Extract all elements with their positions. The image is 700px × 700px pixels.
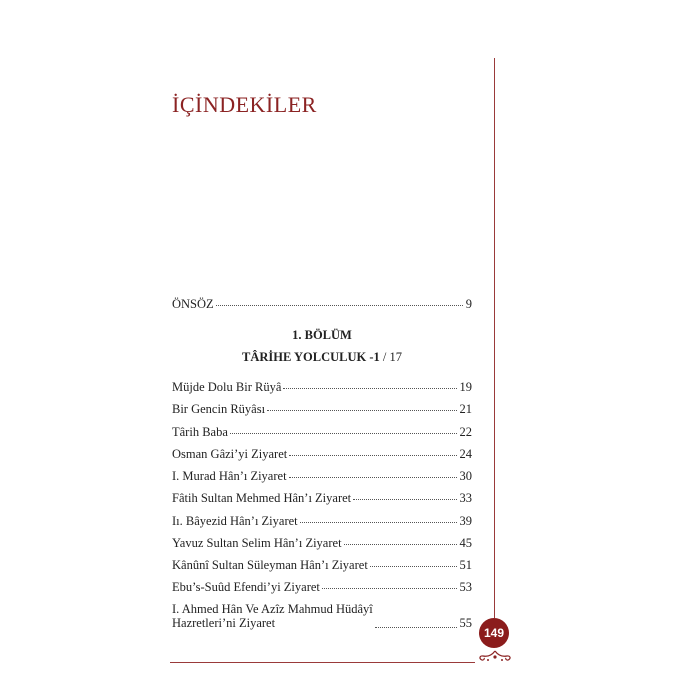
toc-entry-label: Kânûnî Sultan Süleyman Hân’ı Ziyaret [172, 558, 368, 572]
toc-entry-label: Târih Baba [172, 425, 228, 439]
part-title [172, 350, 472, 365]
vertical-rule [494, 58, 495, 618]
toc-entry[interactable] [172, 514, 472, 528]
toc-entry-page: 9 [465, 297, 472, 311]
toc-entry-page: 30 [459, 469, 472, 483]
ornament-icon [476, 648, 514, 664]
toc-entry-label: Ebu’s-Suûd Efendi’yi Ziyaret [172, 580, 320, 594]
toc-entry-label: Osman Gâzi’yi Ziyaret [172, 447, 288, 461]
dot-leader [353, 489, 456, 500]
dot-leader [216, 295, 463, 306]
toc-entry[interactable] [172, 447, 472, 461]
toc-entry-page: 19 [459, 380, 472, 394]
dot-leader [267, 400, 456, 411]
part-title-page: / 17 [382, 350, 402, 364]
dot-leader [289, 445, 456, 456]
toc-entry-label: Müjde Dolu Bir Rüyâ [172, 380, 282, 394]
toc-entry-label-line1: I. Ahmed Hân Ve Azîz Mahmud Hüdâyî [172, 602, 373, 616]
dot-leader [289, 467, 457, 478]
toc-entry-page: 22 [459, 425, 472, 439]
toc-entry-page: 53 [459, 580, 472, 594]
toc-entry-page: 33 [459, 491, 472, 505]
part-label: 1. BÖLÜM [292, 328, 352, 342]
part-title-text: TÂRİHE YOLCULUK -1 [242, 350, 380, 364]
toc-entry-page: 39 [459, 514, 472, 528]
toc-entry-multiline[interactable] [172, 602, 472, 630]
toc-entry[interactable] [172, 402, 472, 416]
toc-entry[interactable] [172, 491, 472, 505]
toc-entry-label: Bir Gencin Rüyâsı [172, 402, 266, 416]
dot-leader [300, 512, 457, 523]
toc-entry-preface[interactable] [172, 297, 472, 311]
page-title: İÇİNDEKİLER [172, 92, 317, 117]
toc-entry-label-block [172, 602, 373, 630]
dot-leader [283, 378, 456, 389]
toc-entry[interactable] [172, 580, 472, 594]
toc-entry-label: Iı. Bâyezid Hân’ı Ziyaret [172, 514, 298, 528]
toc-entry-label: I. Murad Hân’ı Ziyaret [172, 469, 287, 483]
page-number-badge: 149 [479, 618, 509, 648]
toc-entry[interactable] [172, 558, 472, 572]
toc-entry[interactable] [172, 536, 472, 550]
toc-entry-page: 24 [459, 447, 472, 461]
toc-entry-label-line2: Hazretleri’ni Ziyaret [172, 616, 276, 630]
toc-entry-label: Fâtih Sultan Mehmed Hân’ı Ziyaret [172, 491, 352, 505]
dot-leader [375, 617, 457, 628]
horizontal-rule [170, 662, 475, 663]
dot-leader [230, 423, 457, 434]
dot-leader [322, 578, 457, 589]
toc-entry-page: 21 [459, 402, 472, 416]
dot-leader [344, 534, 457, 545]
toc-entry-page: 51 [459, 558, 472, 572]
dot-leader [370, 556, 457, 567]
toc-entry-label: Yavuz Sultan Selim Hân’ı Ziyaret [172, 536, 342, 550]
toc-entry[interactable] [172, 425, 472, 439]
toc-entry[interactable] [172, 469, 472, 483]
toc-entry-label: ÖNSÖZ [172, 297, 214, 311]
toc-entry[interactable] [172, 380, 472, 394]
toc-entry-page: 45 [459, 536, 472, 550]
toc-entry-page: 55 [459, 616, 472, 630]
